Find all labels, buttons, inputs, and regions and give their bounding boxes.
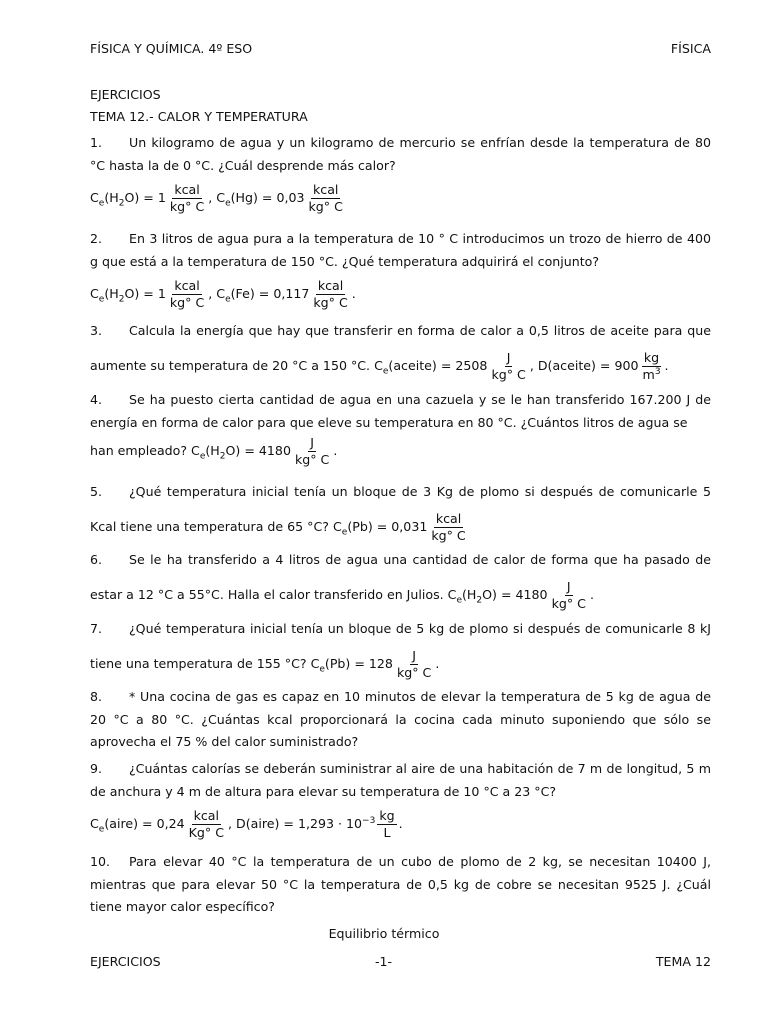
fraction: $\frac{\text{kcal}}{kg^\circ C}$: [308, 182, 343, 214]
exercise-3: 3. Calcula la energía que hay que transferir en forma de calor a 0,5 litros de aceite para que aumente su temperatura de 20 °C a 150 °C. $C_e(aceite) = 2508$ $\frac{J}{kg^\circ C}$ , D(aceite) = 900 $\frac{kg}{m^3}$ .: [90, 320, 711, 382]
formula: $C_e(H_2O) = 1$ $\frac{\text{kcal}}{kg^\circ C}$ , $C_e(Hg) = 0,03$ $\frac{\text{kcal}}{kg^\circ C}$: [90, 182, 343, 214]
intro-line-2: TEMA 12.- CALOR Y TEMPERATURA: [90, 109, 308, 124]
exercise-number: 8.: [90, 689, 103, 704]
exercise-number: 9.: [90, 761, 103, 776]
footer-right: TEMA 12: [655, 954, 711, 969]
exercise-7: 7. ¿Qué temperatura inicial tenía un bloque de 5 kg de plomo si después de comunicarle 8 kJ tiene una temperatura de 155 °C? $C_e(Pb) = 128$ $\frac{J}{kg^\circ C}$ .: [90, 618, 711, 680]
fraction: $\frac{J}{kg^\circ C}$: [551, 578, 586, 611]
exercise-text: * Una cocina de gas es capaz en 10 minutos de elevar la temperatura de 5 kg de agua de 20 °C a 80 °C. ¿Cuántas kcal proporcionará la cocina cada minuto suponiendo que sólo se aprovecha el 75 % del calor suministrado?: [90, 689, 711, 749]
page-footer: [90, 953, 711, 971]
header-right: FÍSICA: [670, 41, 711, 56]
intro-line-1: EJERCICIOS: [90, 87, 161, 102]
exercise-text: Un kilogramo de agua y un kilogramo de mercurio se enfrían desde la temperatura de 80 °C hasta la de 0 °C. ¿Cuál desprende más calor?: [90, 135, 711, 173]
exercise-4: 4. Se ha puesto cierta cantidad de agua en una cazuela y se le han transferido 167.200 J de energía en forma de calor para que eleve su temperatura en 80 °C. ¿Cuántos litros de agua se han empleado? $C_e(H_2O) = 4180$ $\frac{J}{kg^\circ C}$ .: [90, 389, 711, 467]
fraction: $\frac{\text{kcal}}{kg^\circ C}$: [169, 182, 205, 214]
exercise-number: 1.: [90, 135, 103, 150]
formula: $C_e(H_2O) = 1$ $\frac{\text{kcal}}{kg^\circ C}$ , $C_e(Fe) = 0,117$ $\frac{\text{kcal}}{kg^\circ C}$ .: [90, 278, 356, 310]
fraction: $\frac{kg}{L}$: [379, 808, 395, 840]
exercise-text: ¿Qué temperatura inicial tenía un bloque de 3 Kg de plomo si después de comunicarle 5: [129, 484, 711, 499]
exercise-2: [90, 228, 711, 310]
exercise-number: 3.: [90, 323, 103, 338]
fraction: $\frac{\text{kcal}}{Kg^\circ C}$: [188, 808, 224, 840]
exercise-1: [90, 132, 711, 214]
fraction: $\frac{J}{kg^\circ C}$: [491, 349, 526, 382]
fraction: $\frac{J}{kg^\circ C}$: [294, 435, 330, 467]
exercise-text: Calcula la energía que hay que transferir en forma de calor a 0,5 litros de aceite para que: [129, 323, 711, 338]
header-left: FÍSICA Y QUÍMICA. 4º ESO: [90, 41, 253, 56]
exercise-text: ¿Cuántas calorías se deberán suministrar al aire de una habitación de 7 m de longitud, 5 m de anchura y 4 m de altura para elevar su temperatura de 10 °C a 23 °C?: [90, 761, 711, 799]
fraction: $\frac{J}{kg^\circ C}$: [396, 647, 432, 680]
exercise-number: 5.: [90, 484, 103, 499]
exercise-10: [90, 851, 711, 919]
page-number: -1-: [375, 954, 393, 969]
exercise-number: 7.: [90, 621, 103, 636]
fraction: $\frac{\text{kcal}}{kg^\circ C}$: [169, 278, 205, 310]
exercise-text: Para elevar 40 °C la temperatura de un cubo de plomo de 2 kg, se necesitan 10400 J, mientras que para elevar 50 °C la temperatura de 0,5 kg de cobre se necesitan 9525 J. ¿Cuál tiene mayor calor específico?: [90, 854, 711, 914]
exercise-number: 10.: [90, 854, 111, 869]
exercise-text: Se le ha transferido a 4 litros de agua una cantidad de calor de forma que ha pasado de: [129, 552, 711, 567]
formula: $C_e(aire) = 0,24$ $\frac{\text{kcal}}{Kg^\circ C}$ , D(aire) = $1,293 \cdot 10^{-3}$ $\frac{kg}{L}$ .: [90, 808, 403, 840]
exercise-text: En 3 litros de agua pura a la temperatura de 10 ° C introducimos un trozo de hierro de 400 g que está a la temperatura de 150 °C. ¿Qué temperatura adquirirá el conjunto?: [90, 231, 711, 269]
exercise-number: 4.: [90, 392, 103, 407]
fraction: $\frac{\text{kcal}}{kg^\circ C}$: [313, 278, 348, 310]
exercise-8: [90, 686, 711, 754]
footer-left: EJERCICIOS: [90, 954, 161, 969]
intro: [90, 84, 308, 128]
fraction: $\frac{kg}{m^3}$: [642, 349, 661, 382]
exercise-number: 6.: [90, 552, 103, 567]
exercise-9: [90, 758, 711, 840]
section-title: Equilibrio térmico: [328, 926, 440, 941]
exercise-text: ¿Qué temperatura inicial tenía un bloque de 5 kg de plomo si después de comunicarle 8 kJ: [129, 621, 711, 636]
exercise-6: 6. Se le ha transferido a 4 litros de agua una cantidad de calor de forma que ha pasado de estar a 12 °C a 55°C. Halla el calor transferido en Julios. $C_e(H_2O) = 4180$ $\frac{J}{kg^\circ C}$ .: [90, 549, 711, 611]
exercise-5: 5. ¿Qué temperatura inicial tenía un bloque de 3 Kg de plomo si después de comunicarle 5 Kcal tiene una temperatura de 65 °C? $C_e(Pb) = 0,031$ $\frac{\text{kcal}}{kg^\circ C}$: [90, 481, 711, 543]
exercise-number: 2.: [90, 231, 103, 246]
exercise-text: Se ha puesto cierta cantidad de agua en una cazuela y se le han transferido 167.200 J de energía en forma de calor para que eleve su temperatura en 80 °C. ¿Cuántos litros de agua se: [90, 392, 711, 430]
page-header: [90, 40, 711, 58]
fraction: $\frac{\text{kcal}}{kg^\circ C}$: [431, 510, 466, 543]
